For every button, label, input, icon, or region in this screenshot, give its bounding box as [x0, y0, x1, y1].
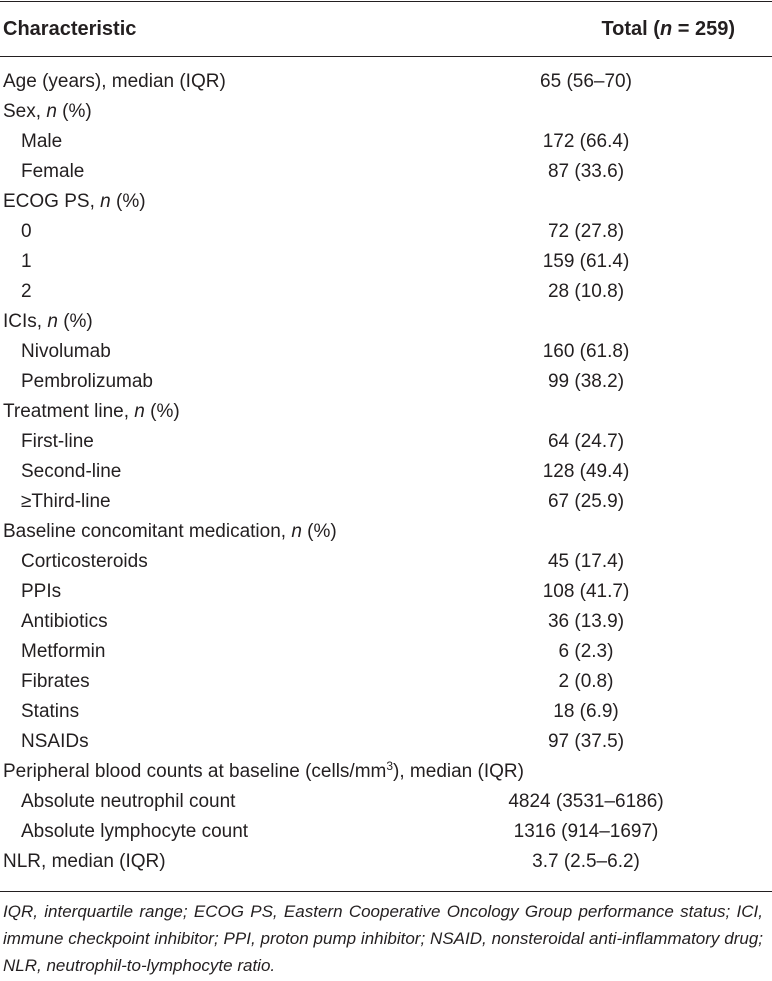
- row-label-text: Fibrates: [21, 671, 90, 692]
- header-total: [601, 16, 735, 42]
- row-label-text: Absolute neutrophil count: [21, 791, 236, 812]
- table-row: [0, 847, 772, 877]
- table-header: [0, 2, 772, 56]
- row-label-text: Male: [21, 131, 63, 152]
- row-label: [21, 697, 79, 727]
- row-label-text: (%): [57, 311, 93, 332]
- row-label: [3, 187, 146, 217]
- row-label: [21, 727, 89, 757]
- row-value: 128 (49.4): [542, 461, 630, 482]
- table-bottom-rule: [0, 891, 772, 892]
- row-value: 99 (38.2): [547, 371, 625, 392]
- row-label-text: PPIs: [21, 581, 62, 602]
- row-label: [21, 577, 61, 607]
- table-row: [0, 397, 772, 427]
- row-label-text: 2: [21, 281, 32, 302]
- row-label: [21, 607, 108, 637]
- table-row: [0, 757, 772, 787]
- row-label-text: Peripheral blood counts at baseline (cells/mm: [3, 761, 387, 782]
- table-row: [0, 337, 772, 367]
- row-value: 64 (24.7): [547, 431, 625, 452]
- row-label-text: Sex,: [3, 101, 47, 122]
- table-row: [0, 697, 772, 727]
- row-value: 3.7 (2.5–6.2): [532, 851, 640, 872]
- row-label: [21, 667, 90, 697]
- row-label-text: NLR, median (IQR): [3, 851, 166, 872]
- row-value: 160 (61.8): [542, 341, 630, 362]
- row-label-text: ICIs,: [3, 311, 48, 332]
- row-value: 87 (33.6): [547, 161, 625, 182]
- table-row: [0, 127, 772, 157]
- table-row: [0, 637, 772, 667]
- row-label-superscript: 3: [386, 759, 394, 773]
- row-label: [21, 157, 84, 187]
- header-total-n: n: [659, 18, 673, 40]
- row-label: [21, 487, 111, 517]
- row-label-text: Absolute lymphocyte count: [21, 821, 249, 842]
- row-label-text: (%): [144, 401, 180, 422]
- table-row: [0, 307, 772, 337]
- row-value: 108 (41.7): [542, 581, 630, 602]
- row-label-text: Second-line: [21, 461, 122, 482]
- table-row: [0, 727, 772, 757]
- row-value: 67 (25.9): [547, 491, 625, 512]
- table-footnote: IQR, interquartile range; ECOG PS, Eastern Cooperative Oncology Group performance status; ICI, immune checkpoint inhibitor; PPI, proton pump inhibitor; NSAID, nonsteroidal anti-inflammatory drug; NLR, neutrophil-to-lymphocyte ratio.: [3, 902, 763, 975]
- table-body: [0, 67, 772, 877]
- table-row: [0, 787, 772, 817]
- header-characteristic: Characteristic: [3, 18, 137, 40]
- table-row: [0, 247, 772, 277]
- row-label-text: First-line: [21, 431, 94, 452]
- row-value: 6 (2.3): [558, 641, 614, 662]
- row-label-text: ECOG PS,: [3, 191, 101, 212]
- row-value: 18 (6.9): [553, 701, 619, 722]
- table-row: [0, 457, 772, 487]
- row-label: [3, 517, 337, 547]
- row-value: 4824 (3531–6186): [508, 791, 664, 812]
- row-label-n: n: [134, 401, 145, 422]
- row-value: 97 (37.5): [547, 731, 625, 752]
- table-header-rule: [0, 56, 772, 57]
- row-label: [3, 307, 93, 337]
- row-label: [3, 67, 226, 97]
- row-value: 45 (17.4): [547, 551, 625, 572]
- table-row: [0, 67, 772, 97]
- row-value: 2 (0.8): [558, 671, 614, 692]
- header-total-prefix: Total (: [601, 18, 660, 40]
- row-label-text: ≥Third-line: [21, 491, 111, 512]
- row-label: [21, 277, 32, 307]
- row-label-text: Treatment line,: [3, 401, 135, 422]
- row-label: [3, 97, 92, 127]
- table-row: [0, 97, 772, 127]
- row-label-text: Female: [21, 161, 85, 182]
- row-label-text: (%): [56, 101, 92, 122]
- row-label-n: n: [46, 101, 57, 122]
- row-label: [21, 637, 105, 667]
- row-label-n: n: [100, 191, 111, 212]
- row-label: [3, 847, 166, 877]
- row-label: [21, 457, 121, 487]
- row-label-text: Nivolumab: [21, 341, 111, 362]
- row-label-text: 1: [21, 251, 32, 272]
- row-label: [21, 427, 94, 457]
- row-label-text: Statins: [21, 701, 80, 722]
- row-label-text: Corticosteroids: [21, 551, 148, 572]
- table-row: [0, 217, 772, 247]
- row-value: 65 (56–70): [540, 71, 632, 92]
- table-row: [0, 547, 772, 577]
- row-label: [21, 217, 32, 247]
- row-value: 28 (10.8): [547, 281, 625, 302]
- row-value: 159 (61.4): [542, 251, 630, 272]
- table-row: [0, 817, 772, 847]
- row-label-text: ), median (IQR): [393, 761, 524, 782]
- table-row: [0, 187, 772, 217]
- table-row: [0, 427, 772, 457]
- table-row: [0, 277, 772, 307]
- row-label-n: n: [47, 311, 58, 332]
- table-row: [0, 487, 772, 517]
- row-value: 172 (66.4): [542, 131, 630, 152]
- table-row: [0, 577, 772, 607]
- row-label: [21, 787, 235, 817]
- row-label-text: 0: [21, 221, 32, 242]
- header-total-suffix: = 259): [672, 18, 735, 40]
- row-label-text: NSAIDs: [21, 731, 89, 752]
- row-label: [21, 547, 148, 577]
- row-label: [3, 757, 524, 787]
- row-label-n: n: [291, 521, 302, 542]
- row-value: 72 (27.8): [547, 221, 625, 242]
- table-row: [0, 367, 772, 397]
- row-label: [21, 367, 153, 397]
- row-label: [21, 337, 111, 367]
- table-row: [0, 607, 772, 637]
- row-label: [3, 397, 180, 427]
- row-label: [21, 817, 248, 847]
- table-row: [0, 517, 772, 547]
- row-label-text: (%): [110, 191, 146, 212]
- row-label-text: Baseline concomitant medication,: [3, 521, 292, 542]
- row-value: 36 (13.9): [547, 611, 625, 632]
- row-label: [21, 127, 62, 157]
- table-row: [0, 667, 772, 697]
- row-label-text: Pembrolizumab: [21, 371, 153, 392]
- row-value: 1316 (914–1697): [513, 821, 659, 842]
- row-label-text: Metformin: [21, 641, 106, 662]
- row-label: [21, 247, 32, 277]
- row-label-text: Antibiotics: [21, 611, 108, 632]
- table-row: [0, 157, 772, 187]
- row-label-text: Age (years), median (IQR): [3, 71, 226, 92]
- row-label-text: (%): [301, 521, 337, 542]
